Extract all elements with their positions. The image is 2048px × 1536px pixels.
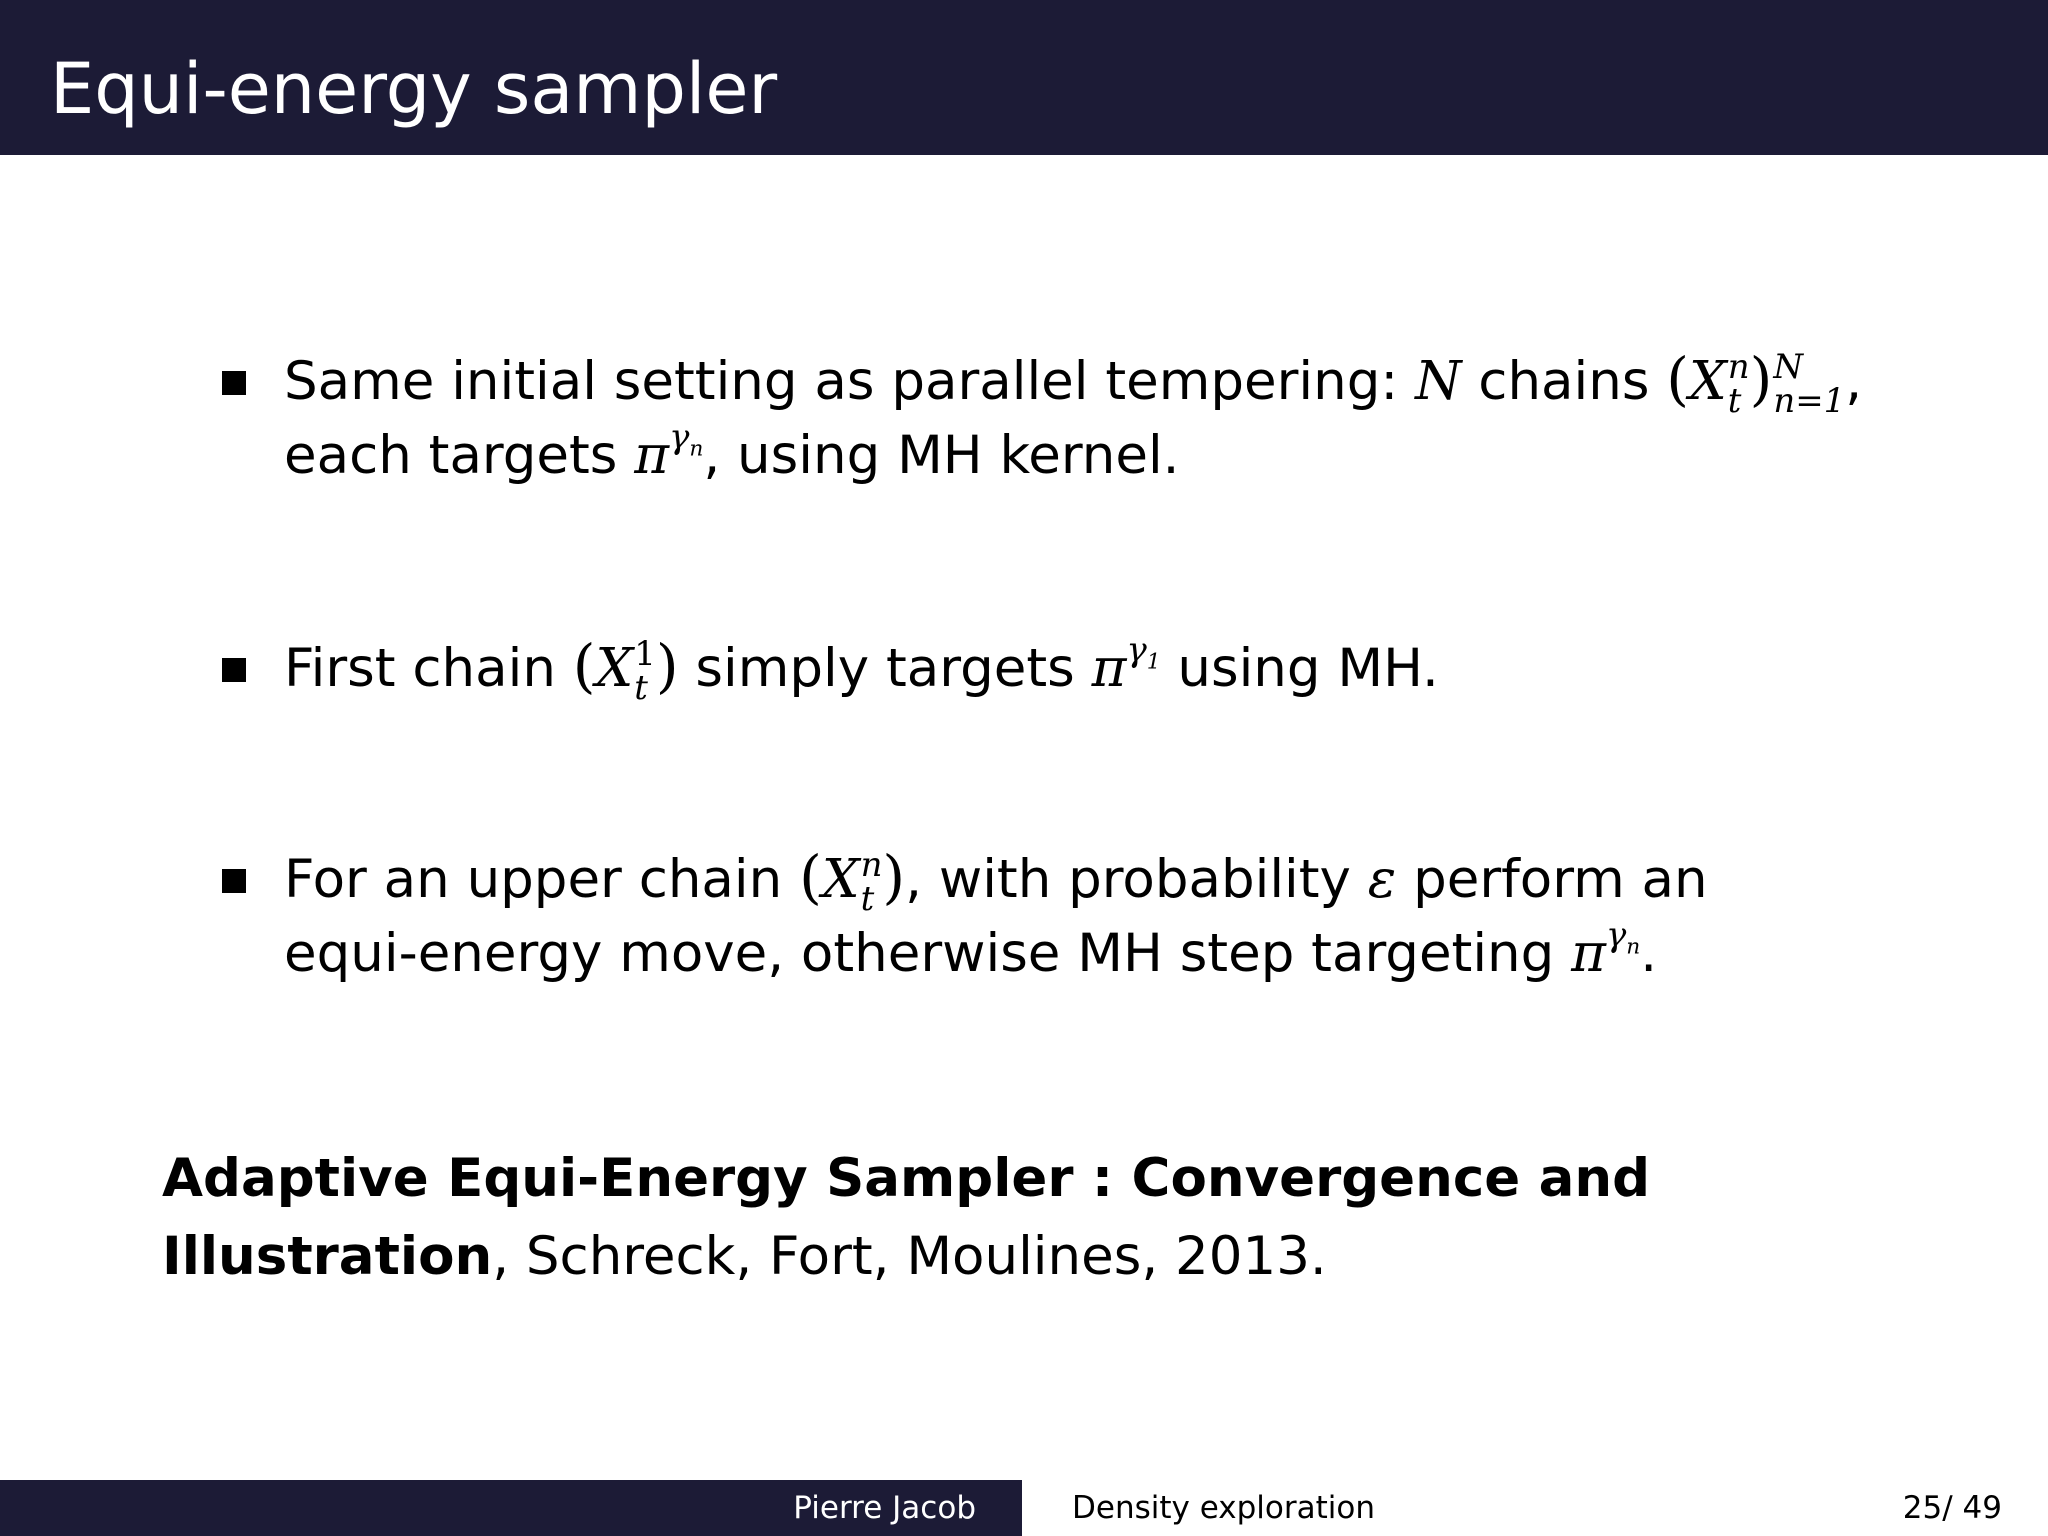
footer-talk-title: Density exploration <box>1072 1490 1375 1526</box>
bullet-marker-icon <box>222 371 246 395</box>
slide-title: Equi-energy sampler <box>50 48 778 130</box>
slide-header <box>0 0 2048 155</box>
bullet-marker-icon <box>222 658 246 682</box>
footer-info-panel <box>1022 1480 2048 1536</box>
reference-authors: , Schreck, Fort, Moulines, 2013. <box>492 1226 1327 1287</box>
bullet-1-line-2: each targets $\pi^{\gamma_n}$, using MH kernel. <box>284 416 1180 486</box>
reference <box>162 1140 1650 1296</box>
bullet-1-line-1: Same initial setting as parallel tempering: N chains (X n t ) N n=1 , <box>284 345 1863 421</box>
page-number: 25/ 49 <box>1902 1490 2002 1526</box>
footer-author: Pierre Jacob <box>793 1490 976 1526</box>
footer-author-panel <box>0 1480 1022 1536</box>
reference-line-2 <box>162 1218 1650 1296</box>
bullet-2-line-1: First chain (X 1 t ) simply targets $\pi^{\gamma_1}$ using MH. <box>284 629 1439 708</box>
bullet-3-line-2: equi-energy move, otherwise MH step targeting $\pi^{\gamma_n}$. <box>284 914 1658 984</box>
bullet-3-line-1: For an upper chain (X n t ), with probability ε perform an <box>284 843 1708 919</box>
reference-title-part-1: Adaptive Equi-Energy Sampler : Convergence and <box>162 1148 1651 1209</box>
bullet-marker-icon <box>222 869 246 893</box>
reference-line-1 <box>162 1140 1650 1218</box>
slide-footer <box>0 1480 2048 1536</box>
reference-title-part-2: Illustration <box>162 1226 493 1287</box>
